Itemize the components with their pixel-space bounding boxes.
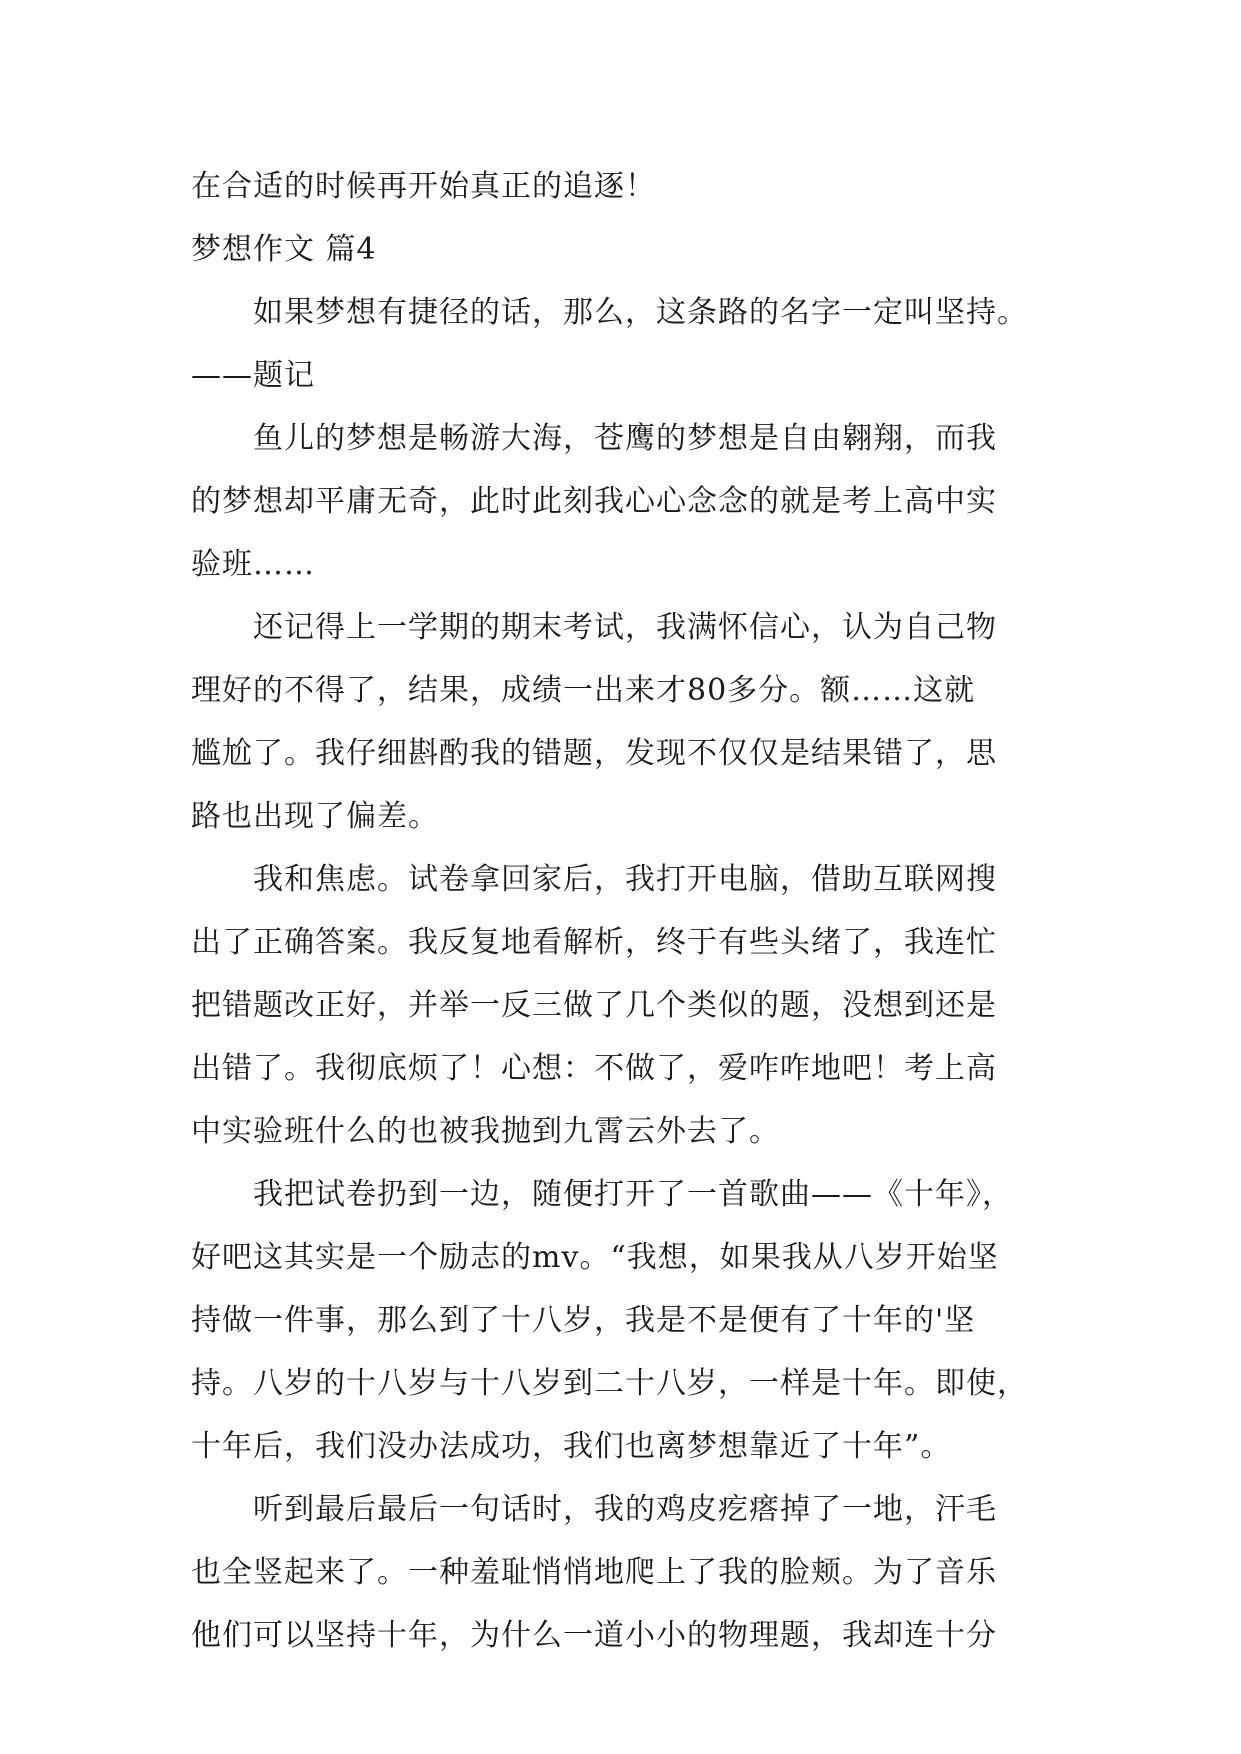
text-line: ——题记	[191, 358, 315, 393]
text-line: 验班……	[191, 547, 315, 582]
text-line: 持。八岁的十八岁与十八岁到二十八岁，一样是十年。即使，	[191, 1366, 1028, 1401]
text-line: 尴尬了。我仔细斟酌我的错题，发现不仅仅是结果错了，思	[191, 736, 997, 771]
text-line: 还记得上一学期的期末考试，我满怀信心，认为自己物	[253, 610, 997, 645]
text-line: 出了正确答案。我反复地看解析，终于有些头绪了，我连忙	[191, 925, 997, 960]
text-line: 如果梦想有捷径的话，那么，这条路的名字一定叫坚持。	[253, 295, 1028, 330]
text-line: 听到最后最后一句话时，我的鸡皮疙瘩掉了一地，汗毛	[253, 1492, 997, 1527]
text-line: 理好的不得了，结果，成绩一出来才80多分。额……这就	[191, 673, 976, 708]
text-line: 也全竖起来了。一种羞耻悄悄地爬上了我的脸颊。为了音乐	[191, 1555, 997, 1590]
text-line: 鱼儿的梦想是畅游大海，苍鹰的梦想是自由翱翔，而我	[253, 421, 997, 456]
text-line: 他们可以坚持十年，为什么一道小小的物理题，我却连十分	[191, 1618, 997, 1653]
text-line: 十年后，我们没办法成功，我们也离梦想靠近了十年”。	[191, 1429, 952, 1464]
text-line: 我和焦虑。试卷拿回家后，我打开电脑，借助互联网搜	[253, 862, 997, 897]
text-line: 的梦想却平庸无奇，此时此刻我心心念念的就是考上高中实	[191, 484, 997, 519]
text-line: 持做一件事，那么到了十八岁，我是不是便有了十年的'坚	[191, 1303, 976, 1338]
text-line: 中实验班什么的也被我抛到九霄云外去了。	[191, 1114, 780, 1149]
text-line: 我把试卷扔到一边，随便打开了一首歌曲——《十年》，	[253, 1177, 1013, 1212]
text-line: 出错了。我彻底烦了！心想：不做了，爱咋咋地吧！考上高	[191, 1051, 997, 1086]
document-body	[191, 155, 1053, 1667]
text-line: 路也出现了偏差。	[191, 799, 439, 834]
text-line: 把错题改正好，并举一反三做了几个类似的题，没想到还是	[191, 988, 997, 1023]
section-heading: 梦想作文 篇4	[191, 232, 377, 267]
text-line: 好吧这其实是一个励志的mv。“我想，如果我从八岁开始坚	[191, 1240, 999, 1275]
text-line: 在合适的时候再开始真正的追逐！	[191, 169, 656, 204]
